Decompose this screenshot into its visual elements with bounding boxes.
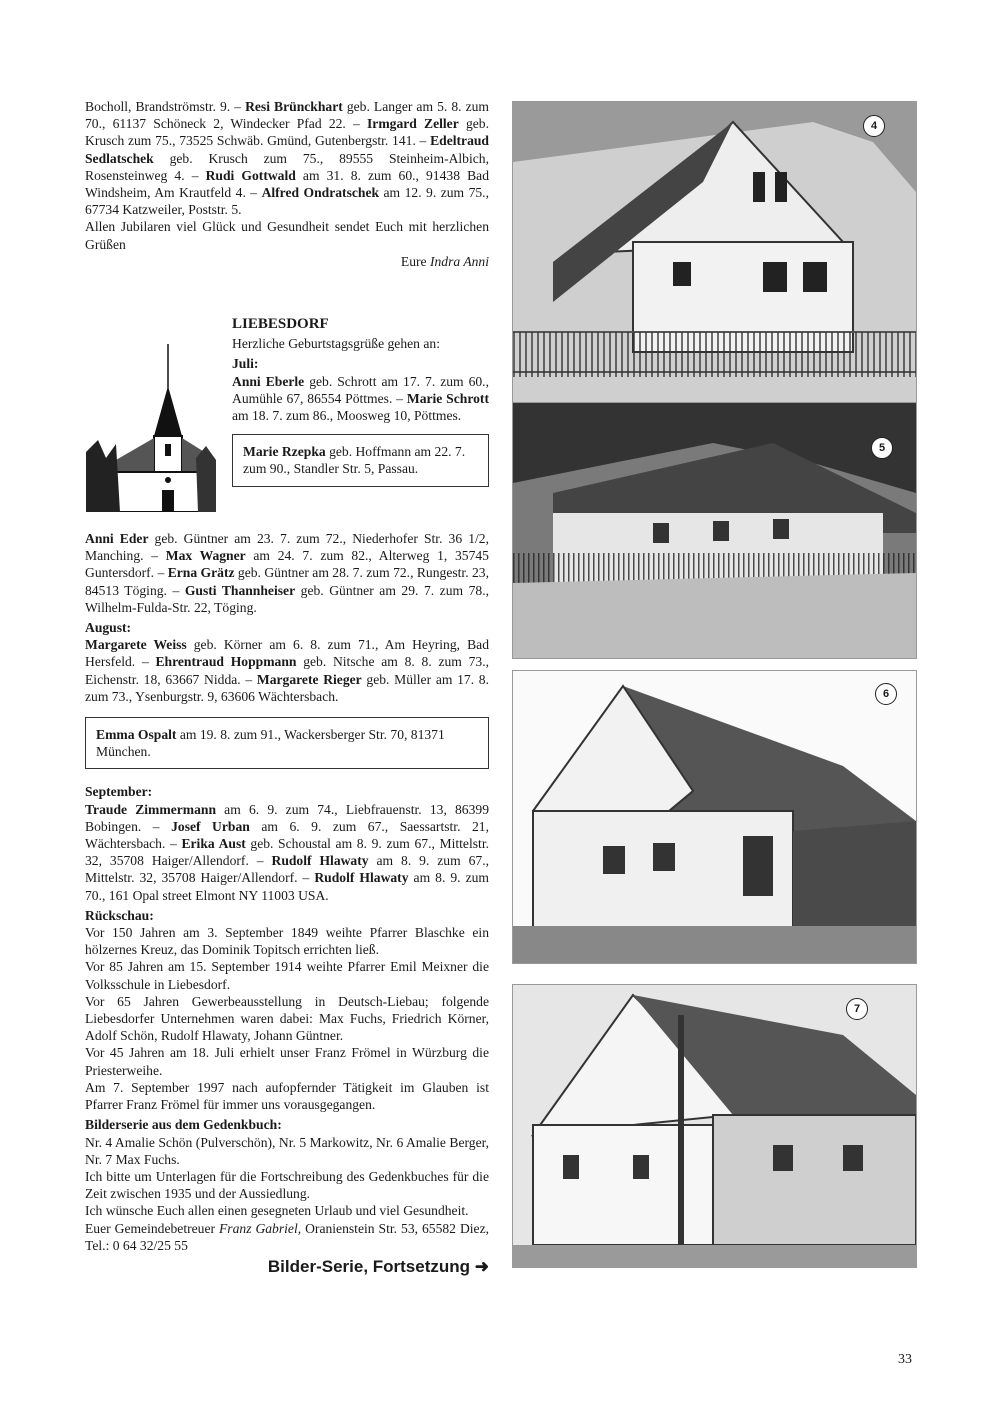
entry-detail: Bocholl, Brandströmstr. 9. – [85,99,246,114]
september-entries [85,801,489,904]
boxed-entry-ospalt [85,717,489,769]
entry-detail: am 8. 9. zum 67., Mittelstr. 32, 35708 Haiger/Allendorf. – [85,853,489,886]
greeting-text: Allen Jubilaren viel Glück und Gesundheit sendet Euch mit herzlichen Grüßen [85,219,489,252]
person-name: Rudolf Hlawaty [314,870,409,886]
august-entries [85,636,489,705]
person-name: Marie Rzepka [243,444,326,460]
person-name: Edeltraud Sedlatschek [85,133,489,166]
person-name: Traude Zimmermann [85,801,217,817]
section-subtitle: Herzliche Geburtstagsgrüße gehen an: [232,336,440,352]
entry-detail: geb. Schoustal am 8. 9. zum 67., Mittelstr. 32, 35708 Haiger/Allendorf. – [85,836,489,869]
july-entries [232,373,489,425]
photo-number-badge: 5 [871,437,893,459]
entry-detail: am 8. 9. zum 70., 161 Opal street Elmont NY 11003 USA. [85,870,489,903]
intro-text [85,98,489,270]
person-name: Erika Aust [181,836,246,852]
person-name: Anni Eberle [232,373,305,389]
betreuer: Euer Gemeindebetreuer Franz Gabriel, Oranienstein Str. 53, 65582 Diez, Tel.: 0 64 32/25 55 [85,1220,489,1253]
liebesdorf-header [232,316,489,487]
july-more-entries [85,530,489,616]
church-illustration [86,340,216,512]
person-name: Rudi Gottwald [205,167,296,183]
fortsetzung-link[interactable]: Bilder-Serie, Fortsetzung ➜ [267,1256,489,1276]
entry-detail: geb. Langer am 5. 8. zum 70., 61137 Schöneck 2, Windecker Pfad 22. – [85,99,489,132]
entry-detail: am 12. 9. zum 75., 67734 Katzweiler, Poststr. 5. [85,185,489,218]
photo-number-badge: 4 [863,115,885,137]
liebesdorf-body [85,530,489,1275]
rueckschau-list [85,924,489,1113]
bilder-item: Ich wünsche Euch allen einen gesegneten Urlaub und viel Gesundheit. [85,1203,469,1219]
person-name: Erna Grätz [167,565,235,581]
entry-detail: geb. Güntner am 29. 7. zum 78., Wilhelm-Fulda-Str. 22, Töging. [85,582,490,615]
person-name: Margarete Weiss [85,637,187,653]
bilder-item: Nr. 4 Amalie Schön (Pulverschön), Nr. 5 Markowitz, Nr. 6 Amalie Berger, Nr. 7 Max Fuchs. [85,1134,489,1167]
entry-detail: am 18. 7. zum 86., Moosweg 10, Pöttmes. [232,408,462,424]
rueckschau-item: Vor 45 Jahren am 18. Juli erhielt unser Franz Frömel in Würzburg die Priesterweihe. [85,1045,489,1078]
entry-detail: am 19. 8. zum 91., Wackersberger Str. 70, 81371 München. [96,727,445,760]
person-name: Ehrentraud Hoppmann [155,654,297,670]
entry-detail: geb. Hoffmann am 22. 7. zum 90., Standler Str. 5, Passau. [243,444,466,477]
entry-detail: geb. Schrott am 17. 7. zum 60., Aumühle 67, 86554 Pöttmes. – [232,373,489,406]
bilder-label: Bilderserie aus dem Gedenkbuch: [85,1117,282,1133]
entry-detail: geb. Müller am 17. 8. zum 73., Ysenburgstr. 9, 63606 Wächtersbach. [85,671,490,704]
page-number: 33 [898,1352,912,1367]
person-name: Anni Eder [85,531,149,546]
person-name: Emma Ospalt [96,727,177,743]
photo-house-5 [512,402,917,659]
entry-detail: geb. Güntner am 28. 7. zum 72., Rungestr. 23, 84513 Töging. – [85,565,489,598]
entry-detail: geb. Körner am 6. 8. zum 71., Am Heyring, Bad Hersfeld. – [85,637,489,670]
entry-detail: geb. Güntner am 23. 7. zum 72., Niederhofer Str. 36 1/2, Manching. – [85,531,489,564]
person-name: Rudolf Hlawaty [271,853,369,869]
person-name: Marie Schrott [406,390,489,406]
person-name: Resi Brünckhart [245,99,343,114]
entry-detail: am 6. 9. zum 67., Saessartstr. 21, Wächtersbach. – [85,818,489,852]
august-label: August: [85,620,132,636]
entry-detail: am 31. 8. zum 60., 91438 Bad Windsheim, Am Krautfeld 4. – [85,167,489,201]
person-name: Margarete Rieger [256,671,362,687]
person-name: Alfred Ondratschek [261,185,380,201]
person-name: Gusti Thannheiser [184,582,296,598]
rueckschau-item: Am 7. September 1997 nach aufopfernder Tätigkeit im Glauben ist Pfarrer Franz Frömel für immer uns vorausgegangen. [85,1079,489,1113]
greeting [85,218,489,269]
section-title: LIEBESDORF [232,316,329,332]
intro-paragraph [85,98,489,218]
photo-house-7 [512,984,917,1268]
photo-house-6 [512,670,917,964]
entry-detail: geb. Nitsche am 8. 8. zum 73., Eichenstr. 18, 63667 Nidda. – [85,654,489,687]
person-name: Max Wagner [165,548,246,564]
entry-detail: am 6. 9. zum 74., Liebfrauenstr. 13, 86399 Bobingen. – [85,801,489,834]
signature: Eure Indra Anni [400,253,489,269]
photo-number-badge: 6 [875,683,897,705]
rueckschau-label: Rückschau: [85,907,154,923]
entry-detail: am 24. 7. zum 82., Alterweg 1, 35745 Guntersdorf. – [85,548,489,581]
person-name: Josef Urban [171,818,250,834]
person-name: Irmgard Zeller [367,116,459,132]
july-label: Juli: [232,356,259,372]
entry-detail: geb. Krusch zum 75., 73525 Schwäb. Gmünd, Gutenbergstr. 141. – [85,116,489,149]
entry-detail: geb. Krusch zum 75., 89555 Steinheim-Albich, Rosensteinweg 4. – [85,150,489,183]
september-label: September: [85,784,153,800]
photo-house-4 [512,101,917,405]
boxed-entry-rzepka [232,434,489,486]
photo-number-badge: 7 [846,998,868,1020]
bilder-item: Ich bitte um Unterlagen für die Fortschreibung des Gedenkbuches für die Zeit zwischen 1935 und der Aussiedlung. [85,1168,489,1202]
rueckschau-item: Vor 150 Jahren am 3. September 1849 weihte Pfarrer Blaschke ein hölzernes Kreuz, das Dominik Topitsch errichten ließ. [85,925,489,958]
rueckschau-item: Vor 65 Jahren Gewerbeausstellung in Deutsch-Liebau; folgende Liebesdorfer Unternehmen waren dabei: Max Fuchs, Friedrich Körner, Adolf Schön, Rudolf Hlawaty, Johann Güntner. [85,993,489,1044]
bilder-list [85,1134,489,1220]
rueckschau-item: Vor 85 Jahren am 15. September 1914 weihte Pfarrer Emil Meixner die Volksschule in Liebesdorf. [85,959,489,992]
